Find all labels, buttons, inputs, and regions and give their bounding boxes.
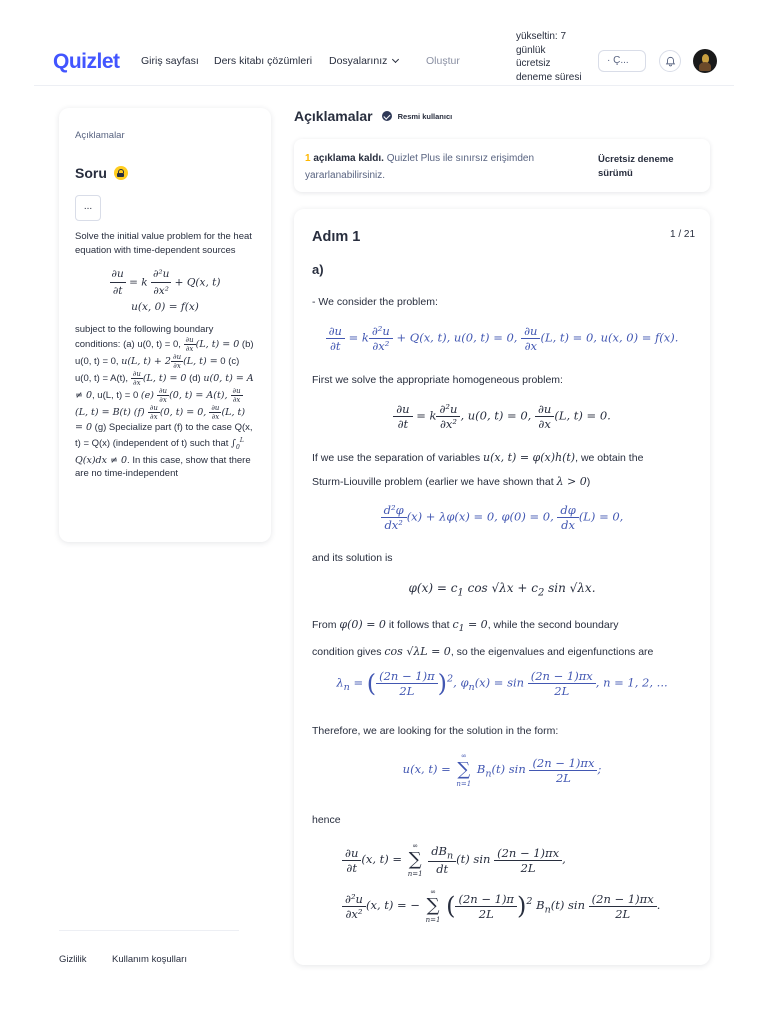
top-header <box>0 0 768 86</box>
condition-g-math: $\int_0^L$ Q(x)dx ≠ 0 <box>75 437 244 467</box>
condition-e-math: (e) $\frac{\partial u}{\partial x}$ (0, t) = A(t), $\frac{\partial u}{\partial x}$ (L, t) = B(t) (f) $\frac{\partial u}{\partial x}$ (0, t) = 0, $\frac{\partial u}{\partial x}$ (L, t) = 0 <box>75 387 246 433</box>
separation-text-1: If we use the separation of variables <box>312 452 481 464</box>
condition-c-math: $\frac{\partial u}{\partial x}$ (L, t) = 0 <box>132 370 187 387</box>
step-paragraph-4: and its solution is <box>312 552 393 564</box>
step-paragraph-6: Therefore, we are looking for the solution in the form: <box>312 725 559 737</box>
step-paragraph-1: - We consider the problem: <box>312 296 438 308</box>
search-placeholder: Ç... <box>613 55 629 66</box>
fraction: $\frac{\text{d²φ}}{\text{dx²}}$ <box>381 503 407 532</box>
second-boundary-text: , while the second boundary <box>487 619 619 631</box>
question-title <box>75 165 255 181</box>
fraction: $\frac{\text{∂²u}}{\text{∂x²}}$ <box>152 268 170 297</box>
notifications-button[interactable] <box>659 50 681 72</box>
more-options-button[interactable]: ... <box>75 195 101 221</box>
summation: ∞ ∑ n=1 <box>425 888 441 924</box>
summation: ∞ ∑ n=1 <box>456 752 472 788</box>
fraction: $\frac{\partial u}{\partial t}$ <box>393 402 412 431</box>
fraction: $\frac{\partial u}{\partial x}$ <box>232 387 241 404</box>
condition-d-label-2: , u(L, t) = 0 <box>92 390 139 401</box>
cos-zero-math: cos √λL = 0 <box>384 645 451 659</box>
condition-d-math: u(0, t) = A ≠ 0 <box>75 373 254 401</box>
fraction: $\frac{\partial u}{\partial x}$ <box>535 402 554 431</box>
lambda-positive-math: λ > 0 <box>556 475 587 488</box>
header-divider <box>34 85 734 86</box>
conditions-intro: subject to the following boundary conditions: <box>75 324 214 350</box>
search-input[interactable] <box>598 50 646 72</box>
c1-zero-math: $c_1 = 0$ <box>452 618 488 635</box>
step-paragraph-2: First we solve the appropriate homogeneous problem: <box>312 374 563 386</box>
equation-general-solution: $\varphi(x) = c_1$ $\cos √\lambda x + c_2$ sin √λx. <box>408 581 596 599</box>
equation-problem: $\frac{\partial u}{\partial t}$ = k $\frac{\text{∂²u}}{\text{∂x²}}$ + Q(x, t), u(0, t) = 0, $\frac{\partial u}{\partial x}$ (L, t) = 0, u(x, 0) = f(x). <box>294 324 710 353</box>
nav-home[interactable]: Giriş sayfası <box>141 55 199 67</box>
equation-eigenvalues: $\lambda_n$ = ( $\frac{(2n - 1)\pi}{2L}$ )$^2$, $\varphi_n(x) = \sin$ $\frac{(2n - 1)\pi x}{2L}$ , n = 1, 2, ... <box>336 669 668 698</box>
step-card <box>294 209 710 965</box>
fraction: $\frac{\partial u}{\partial x}$ <box>172 353 182 370</box>
avatar-body <box>699 62 711 71</box>
remaining-label: açıklama kaldı. <box>313 153 384 164</box>
step-paragraph-3: If we use the separation of variables u(x, t) = φ(x)h(t), we obtain the Sturm-Liouville problem (earlier we have shown that λ > 0) <box>312 451 644 488</box>
fraction: $\frac{\partial u}{\partial t}$ <box>326 324 345 353</box>
privacy-link[interactable]: Gizlilik <box>59 954 87 965</box>
step-title: Adım 1 <box>312 229 361 245</box>
fraction: $\frac{(2n - 1)\pi}{2L}$ <box>376 669 438 698</box>
nav-create[interactable]: Oluştur <box>426 55 460 67</box>
question-conditions <box>75 323 255 480</box>
fraction: $\frac{d\varphi}{dx}$ <box>557 503 578 532</box>
explanations-heading <box>294 108 452 124</box>
breadcrumb[interactable]: Açıklamalar <box>75 130 125 141</box>
condition-a-math: $\frac{\partial u}{\partial x}$ (L, t) = 0 <box>185 336 240 353</box>
condition-g-end: . In this case, show that there are no time-independent <box>75 455 251 480</box>
fraction: $\frac{\partial u}{\partial x}$ <box>185 336 194 353</box>
condition-a-label: (a) u(0, t) = 0, <box>123 339 181 350</box>
fraction: $\frac{\partial u}{\partial x}$ <box>521 324 540 353</box>
paywall-banner <box>294 139 710 192</box>
bell-icon <box>665 56 676 67</box>
terms-link[interactable]: Kullanım koşulları <box>112 954 187 965</box>
explanations-title: Açıklamalar <box>294 108 373 124</box>
sturm-liouville-text: Sturm-Liouville problem (earlier we have shown that <box>312 476 554 488</box>
condition-b-label: (b) u(0, t) = 0, <box>75 339 254 367</box>
fraction: $\frac{(2n - 1)\pi}{2L}$ <box>455 892 517 921</box>
remaining-count: 1 <box>305 153 311 164</box>
fraction: $\frac{\partial u}{\partial x}$ <box>149 404 158 421</box>
banner-message <box>305 150 585 184</box>
search-icon: · <box>607 55 611 66</box>
condition-g-label: (g) Specialize part (f) to the case Q(x, t) = Q(x) (independent of t) such that <box>75 422 253 450</box>
official-user-label: Resmi kullanıcı <box>397 111 453 121</box>
follows-text: it follows that <box>388 619 450 631</box>
fraction: $\frac{(2n - 1)\pi x}{2L}$ <box>529 756 597 785</box>
condition-gives-text: condition gives <box>312 646 382 659</box>
fraction: $\frac{\partial u}{\partial t}$ <box>342 846 361 875</box>
free-trial-button[interactable]: Ücretsiz deneme sürümü <box>598 154 674 179</box>
equation-solution-form: u(x, t) = ∞ ∑ n=1 $B_n(t)$ sin $\frac{(2n - 1)\pi x}{2L}$ ; <box>402 752 602 788</box>
equation-homogeneous: $\frac{\partial u}{\partial t}$ = k $\frac{\text{∂²u}}{\text{∂x²}}$ , u(0, t) = 0, $\frac{\partial u}{\partial x}$ (L, t) = 0. <box>294 402 710 431</box>
user-avatar[interactable] <box>693 49 717 73</box>
equation-sturm-liouville: $\frac{\text{d²φ}}{\text{dx²}}$ (x) + λφ(x) = 0, φ(0) = 0, $\frac{d\varphi}{dx}$ (L) = 0, <box>294 503 710 532</box>
fraction: $\frac{\text{∂²u}}{\text{∂x²}}$ <box>342 892 366 921</box>
eigen-text: , so the eigenvalues and eigenfunctions are <box>450 646 654 659</box>
equation-space-derivative: $\frac{\text{∂²u}}{\text{∂x²}}$ (x, t) = − ∞ ∑ n=1 ( $\frac{(2n - 1)\pi}{2L}$ )$^2$ $B_n(t)$ sin $\frac{(2n - 1)\pi x}{2L}$ . <box>342 887 702 925</box>
question-pde <box>75 266 255 315</box>
fraction: $\frac{\text{∂²u}}{\text{∂x²}}$ <box>369 324 393 353</box>
step-pagination: 1 / 21 <box>670 229 696 240</box>
from-text: From <box>312 619 337 631</box>
question-intro: Solve the initial value problem for the heat equation with time-dependent sources <box>75 231 252 256</box>
fraction: $\frac{(2n - 1)\pi x}{2L}$ <box>494 846 562 875</box>
banner-description: Quizlet Plus ile sınırsız erişimden yararlanabilirsiniz. <box>305 153 535 181</box>
fraction: $\frac{\partial u}{\partial x}$ <box>211 404 220 421</box>
fraction: $\frac{(2n - 1)\pi x}{2L}$ <box>528 669 596 698</box>
equation-time-derivative: $\frac{\partial u}{\partial t}$ (x, t) = ∞ ∑ n=1 $\frac{dB_n}{dt}$ (t) sin $\frac{(2n - 1)\pi x}{2L}$ , <box>342 841 702 879</box>
fraction: $\frac{\partial u}{\partial x}$ <box>132 370 141 387</box>
sidebar-footer-divider <box>59 930 239 931</box>
fraction: $\frac{\partial u}{\partial t}$ <box>111 268 124 297</box>
step-paragraph-7: hence <box>312 814 341 826</box>
fraction: $\frac{dB_n}{dt}$ <box>428 844 456 876</box>
fraction: $\frac{\text{∂²u}}{\text{∂x²}}$ <box>436 402 460 431</box>
quizlet-logo[interactable]: Quizlet <box>53 50 120 73</box>
condition-b-math: u(L, t) + 2 $\frac{\partial u}{\partial x}$ (L, t) = <box>121 353 218 370</box>
condition-c-label: 0 (c) u(0, t) = A(t), <box>75 356 240 384</box>
condition-d-label: (d) <box>189 373 201 384</box>
upgrade-trial-link[interactable]: yükseltin: 7 günlük ücretsiz deneme süresi <box>516 31 582 83</box>
verified-badge-icon <box>382 111 392 121</box>
phi-zero-math: φ(0) = 0 <box>339 618 386 631</box>
separation-text-2: , we obtain the <box>575 452 644 464</box>
step-paragraph-5 <box>312 613 697 664</box>
nav-your-files[interactable] <box>329 55 398 67</box>
chevron-down-icon <box>392 56 399 63</box>
part-label: a) <box>312 262 324 277</box>
fraction: $\frac{(2n - 1)\pi x}{2L}$ <box>589 892 657 921</box>
summation: ∞ ∑ n=1 <box>407 842 423 878</box>
pde-line: $\frac{\partial u}{\partial t}$ = k $\frac{\text{∂²u}}{\text{∂x²}}$ + Q(x, t) <box>111 268 221 297</box>
nav-your-files-label: Dosyalarınız <box>329 55 388 67</box>
fraction: $\frac{\partial u}{\partial x}$ <box>158 387 168 404</box>
separation-math: u(x, t) = φ(x)h(t) <box>483 451 576 464</box>
nav-textbook-solutions[interactable]: Ders kitabı çözümleri <box>214 55 313 67</box>
question-title-text: Soru <box>75 165 107 181</box>
question-card <box>59 108 271 542</box>
lock-icon <box>114 166 128 180</box>
initial-condition-line: u(x, 0) = f(x) <box>131 301 199 313</box>
